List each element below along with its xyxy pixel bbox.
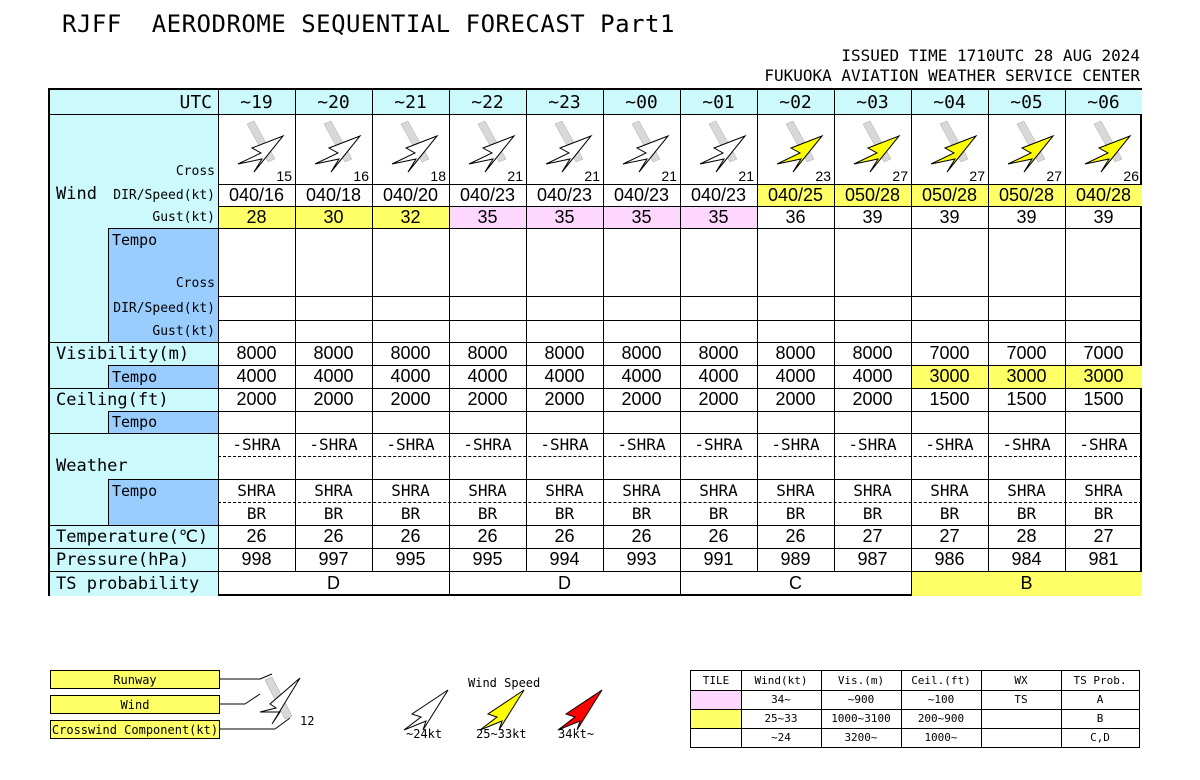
visibility-value: 8000: [390, 343, 431, 363]
crosswind-value: 21: [661, 168, 677, 184]
crosswind-value: 27: [1046, 168, 1062, 184]
page-title: RJFF AERODROME SEQUENTIAL FORECAST Part1: [62, 10, 675, 38]
visibility-value: 7000: [929, 343, 970, 363]
legend-header: Ceil.(ft): [911, 674, 971, 687]
utc-label: UTC: [179, 91, 212, 113]
issuing-center: FUKUOKA AVIATION WEATHER SERVICE CENTER: [764, 66, 1140, 85]
legend-cell: TS: [1014, 693, 1028, 706]
wind-dir-speed: 040/23: [536, 184, 593, 205]
row-divider: [50, 114, 1142, 115]
legend-cell: [691, 709, 741, 728]
wind-dir-speed: 040/23: [459, 184, 516, 205]
column-divider: [449, 571, 450, 596]
cross-cell: [834, 114, 911, 184]
speed-high-label: 34kt~: [558, 727, 595, 741]
wx-tempo-value: BR: [708, 504, 729, 523]
pressure-value: 986: [934, 549, 965, 569]
legend-header: WX: [1014, 674, 1028, 687]
temperature-value: 27: [939, 526, 960, 546]
ts-probability-label: TS probability: [56, 573, 200, 594]
row-divider: [50, 571, 1142, 572]
legend-cell: B: [1096, 712, 1104, 725]
wx-tempo-value: SHRA: [930, 481, 969, 500]
ceiling-value: 2000: [467, 389, 508, 409]
legend-cell: ~100: [927, 693, 955, 706]
temperature-value: 26: [246, 526, 267, 546]
crosswind-value: 27: [892, 168, 908, 184]
row-divider: [108, 365, 1142, 366]
vis-tempo-value: 3000: [911, 365, 988, 388]
column-divider: [1061, 671, 1062, 747]
temperature-value: 26: [323, 526, 344, 546]
weather-value: -SHRA: [232, 435, 281, 454]
legend-cell: 3200~: [844, 731, 878, 744]
temperature-value: 27: [1093, 526, 1114, 546]
visibility-label: Visibility(m): [56, 343, 190, 364]
column-divider: [901, 671, 902, 747]
utc-hour: ~23: [548, 91, 581, 113]
column-divider: [603, 90, 604, 571]
utc-hour: ~22: [471, 91, 504, 113]
wind-gust: 30: [295, 206, 372, 228]
utc-hour: ~21: [394, 91, 427, 113]
ts-probability-value: D: [558, 573, 571, 593]
vis-tempo-value: 4000: [467, 366, 508, 386]
legend-cell: [691, 728, 741, 747]
legend-cell: ~900: [847, 693, 875, 706]
row-divider: [50, 388, 1142, 389]
wind-dir-speed: 040/18: [305, 184, 362, 205]
ts-probability-value: D: [327, 573, 340, 593]
legend-header: TS Prob.: [1073, 674, 1127, 687]
vis-tempo-value: 4000: [544, 366, 585, 386]
wind-gust: 39: [1016, 206, 1037, 227]
ts-probability-value: C: [789, 573, 802, 593]
cross-cell: [372, 114, 449, 184]
crosswind-value: 21: [507, 168, 523, 184]
wind-label: Wind: [56, 184, 97, 204]
vis-tempo-value: 4000: [698, 366, 739, 386]
cross-cell: [757, 114, 834, 184]
crosswind-value: 21: [738, 168, 754, 184]
wx-tempo-value: BR: [400, 504, 421, 523]
color-legend-table: [690, 670, 1140, 748]
row-divider: [691, 690, 1139, 691]
column-divider: [680, 571, 681, 596]
utc-hour: ~00: [625, 91, 658, 113]
wind-gust: 32: [372, 206, 449, 228]
vis-tempo-value: 4000: [775, 366, 816, 386]
utc-hour: ~02: [779, 91, 812, 113]
wind-tempo-label: Tempo: [112, 231, 158, 249]
wx-tempo-value: SHRA: [776, 481, 815, 500]
weather-value: -SHRA: [925, 435, 974, 454]
ceiling-label: Ceiling(ft): [56, 389, 169, 410]
column-divider: [1065, 90, 1066, 571]
wind-dir-speed: 040/23: [613, 184, 670, 205]
pressure-value: 998: [241, 549, 272, 569]
legend-wind-label: Wind: [50, 695, 220, 714]
legend-cell: 1000~: [924, 731, 958, 744]
crosswind-value: 26: [1123, 168, 1139, 184]
wind-gust: 28: [218, 206, 295, 228]
legend-header: Wind(kt): [754, 674, 808, 687]
utc-hour: ~01: [702, 91, 735, 113]
wx-tempo-value: SHRA: [545, 481, 584, 500]
weather-value: -SHRA: [848, 435, 897, 454]
ceiling-value: 2000: [621, 389, 662, 409]
row-divider: [108, 228, 1142, 229]
ceiling-value: 1500: [929, 389, 970, 409]
ts-probability-value: B: [911, 571, 1142, 596]
column-divider: [911, 90, 912, 571]
tempo-gust-label: Gust(kt): [152, 323, 215, 339]
wx-tempo-value: BR: [631, 504, 652, 523]
utc-hour: ~04: [933, 91, 966, 113]
wind-gust: 35: [680, 206, 757, 228]
cross-cell: [988, 114, 1065, 184]
column-divider: [108, 365, 109, 388]
wx-tempo-value: SHRA: [468, 481, 507, 500]
utc-hour: ~20: [317, 91, 350, 113]
visibility-value: 8000: [621, 343, 662, 363]
legend-cell: ~24: [771, 731, 791, 744]
visibility-value: 8000: [236, 343, 277, 363]
tempo-cross-label: Cross: [175, 275, 215, 291]
wx-tempo-value: SHRA: [237, 481, 276, 500]
column-divider: [295, 90, 296, 571]
wx-tempo-value: BR: [862, 504, 883, 523]
wind-gust: 36: [785, 206, 806, 227]
visibility-value: 8000: [467, 343, 508, 363]
ceil-tempo-label: Tempo: [112, 413, 158, 431]
wind-dir-speed: 040/23: [690, 184, 747, 205]
visibility-value: 7000: [1083, 343, 1124, 363]
cross-label: Cross: [175, 163, 215, 179]
wx-tempo-value: BR: [1093, 504, 1114, 523]
wind-gust: 35: [526, 206, 603, 228]
weather-value: -SHRA: [386, 435, 435, 454]
weather-value: -SHRA: [1002, 435, 1051, 454]
vis-tempo-value: 3000: [1065, 365, 1142, 388]
legend-cell: 34~: [771, 693, 791, 706]
vis-tempo-value: 4000: [852, 366, 893, 386]
wind-gust: 35: [603, 206, 680, 228]
row-divider: [108, 411, 1142, 412]
column-divider: [988, 90, 989, 571]
column-divider: [108, 228, 109, 342]
ceiling-value: 2000: [390, 389, 431, 409]
column-divider: [449, 90, 450, 571]
wind-gust: 39: [862, 206, 883, 227]
weather-label: Weather: [56, 456, 128, 476]
row-divider: [108, 479, 1142, 480]
column-divider: [741, 671, 742, 747]
legend-cell: C,D: [1090, 731, 1110, 744]
visibility-value: 8000: [775, 343, 816, 363]
temperature-value: 26: [554, 526, 575, 546]
wx-tempo-value: BR: [323, 504, 344, 523]
legend-cell: [981, 709, 1061, 728]
pressure-value: 995: [472, 549, 503, 569]
wind-dir-speed: 040/25: [757, 184, 834, 206]
pressure-value: 995: [395, 549, 426, 569]
row-divider: [50, 342, 1142, 343]
weather-value: -SHRA: [309, 435, 358, 454]
legend-cell: [981, 728, 1061, 747]
vis-tempo-value: 4000: [313, 366, 354, 386]
column-divider: [680, 90, 681, 571]
column-divider: [108, 411, 109, 433]
row-divider: [50, 433, 1142, 434]
wx-tempo-value: SHRA: [391, 481, 430, 500]
pressure-value: 987: [857, 549, 888, 569]
cross-cell: [680, 114, 757, 184]
ceiling-value: 2000: [852, 389, 893, 409]
weather-value: -SHRA: [540, 435, 589, 454]
row-divider: [691, 728, 1139, 729]
weather-value: -SHRA: [694, 435, 743, 454]
wx-tempo-value: BR: [246, 504, 267, 523]
legend-cell: A: [1096, 693, 1104, 706]
pressure-value: 981: [1088, 549, 1119, 569]
wind-dir-speed: 050/28: [834, 184, 911, 206]
cross-cell: [911, 114, 988, 184]
wind-dir-speed: 040/28: [1065, 184, 1142, 206]
temperature-value: 26: [400, 526, 421, 546]
ceiling-value: 2000: [313, 389, 354, 409]
temperature-label: Temperature(℃): [56, 526, 209, 547]
column-divider: [911, 571, 912, 596]
wx-tempo-value: BR: [785, 504, 806, 523]
ceiling-value: 2000: [236, 389, 277, 409]
wx-tempo-value: SHRA: [622, 481, 661, 500]
row-divider: [50, 548, 1142, 549]
legend-sample-arrow-icon: [220, 668, 320, 748]
utc-hour: ~03: [856, 91, 889, 113]
wx-tempo-value: SHRA: [314, 481, 353, 500]
gust-label: Gust(kt): [152, 209, 215, 225]
crosswind-value: 21: [584, 168, 600, 184]
weather-value: -SHRA: [771, 435, 820, 454]
wx-tempo-value: SHRA: [1084, 481, 1123, 500]
dir-speed-label: DIR/Speed(kt): [113, 187, 215, 203]
column-divider: [372, 90, 373, 571]
temperature-value: 26: [708, 526, 729, 546]
cross-cell: [449, 114, 526, 184]
weather-value: -SHRA: [1079, 435, 1128, 454]
vis-tempo-value: 4000: [236, 366, 277, 386]
utc-hour: ~06: [1087, 91, 1120, 113]
wx-tempo-value: BR: [554, 504, 575, 523]
forecast-table: [48, 88, 1142, 596]
issued-time: ISSUED TIME 1710UTC 28 AUG 2024: [841, 46, 1140, 65]
pressure-value: 994: [549, 549, 580, 569]
wind-dir-speed: 040/20: [382, 184, 439, 205]
column-divider: [757, 90, 758, 571]
ceiling-value: 1500: [1083, 389, 1124, 409]
legend-sample-cross: 12: [300, 714, 315, 728]
row-divider: [691, 709, 1139, 710]
wx-tempo-label: Tempo: [112, 481, 158, 500]
pressure-value: 997: [318, 549, 349, 569]
pressure-label: Pressure(hPa): [56, 549, 190, 570]
pressure-value: 989: [780, 549, 811, 569]
ceiling-value: 2000: [698, 389, 739, 409]
crosswind-value: 16: [353, 168, 369, 184]
pressure-value: 984: [1011, 549, 1042, 569]
vis-tempo-value: 4000: [621, 366, 662, 386]
wx-tempo-value: BR: [1016, 504, 1037, 523]
wx-tempo-value: SHRA: [1007, 481, 1046, 500]
visibility-value: 8000: [698, 343, 739, 363]
crosswind-value: 27: [969, 168, 985, 184]
column-divider: [834, 90, 835, 571]
vis-tempo-value: 4000: [390, 366, 431, 386]
legend-crosswind-label: Crosswind Component(kt): [50, 720, 220, 739]
column-divider: [108, 479, 109, 525]
pressure-value: 993: [626, 549, 657, 569]
legend-header: TILE: [702, 674, 730, 687]
wind-gust: 35: [449, 206, 526, 228]
utc-hour: ~05: [1010, 91, 1043, 113]
temperature-value: 26: [477, 526, 498, 546]
visibility-value: 7000: [1006, 343, 1047, 363]
wx-tempo-value: SHRA: [699, 481, 738, 500]
wind-dir-speed: 050/28: [988, 184, 1065, 206]
weather-value: -SHRA: [463, 435, 512, 454]
cross-cell: [218, 114, 295, 184]
speed-low-label: ~24kt: [406, 727, 443, 741]
legend-cell: 1000~3100: [831, 712, 891, 725]
wind-gust: 39: [1093, 206, 1114, 227]
crosswind-value: 15: [276, 168, 292, 184]
legend-cell: [691, 690, 741, 709]
column-divider: [218, 90, 219, 596]
temperature-value: 26: [631, 526, 652, 546]
weather-value: -SHRA: [617, 435, 666, 454]
wx-tempo-value: SHRA: [853, 481, 892, 500]
temperature-value: 27: [862, 526, 883, 546]
row-divider: [50, 525, 1142, 526]
wind-speed-title: Wind Speed: [468, 676, 541, 690]
crosswind-value: 23: [815, 168, 831, 184]
column-divider: [981, 671, 982, 747]
ceiling-value: 1500: [1006, 389, 1047, 409]
tempo-dir-speed-label: DIR/Speed(kt): [113, 300, 215, 316]
wx-tempo-value: BR: [939, 504, 960, 523]
vis-tempo-label: Tempo: [112, 367, 158, 386]
ceiling-value: 2000: [544, 389, 585, 409]
crosswind-value: 18: [430, 168, 446, 184]
cross-cell: [295, 114, 372, 184]
utc-hour: ~19: [240, 91, 273, 113]
cross-cell: [526, 114, 603, 184]
legend-header: Vis.(m): [837, 674, 885, 687]
column-divider: [526, 90, 527, 571]
wx-tempo-value: BR: [477, 504, 498, 523]
wind-dir-speed: 050/28: [911, 184, 988, 206]
pressure-value: 991: [703, 549, 734, 569]
visibility-value: 8000: [852, 343, 893, 363]
speed-mid-label: 25~33kt: [476, 727, 527, 741]
temperature-value: 26: [785, 526, 806, 546]
temperature-value: 28: [1016, 526, 1037, 546]
vis-tempo-value: 3000: [988, 365, 1065, 388]
legend-runway-label: Runway: [50, 670, 220, 689]
wind-dir-speed: 040/16: [228, 184, 285, 205]
cross-cell: [603, 114, 680, 184]
cross-cell: [1065, 114, 1142, 184]
column-divider: [821, 671, 822, 747]
ceiling-value: 2000: [775, 389, 816, 409]
legend-cell: 200~900: [917, 712, 965, 725]
visibility-value: 8000: [313, 343, 354, 363]
visibility-value: 8000: [544, 343, 585, 363]
legend-cell: 25~33: [764, 712, 798, 725]
wind-gust: 39: [939, 206, 960, 227]
